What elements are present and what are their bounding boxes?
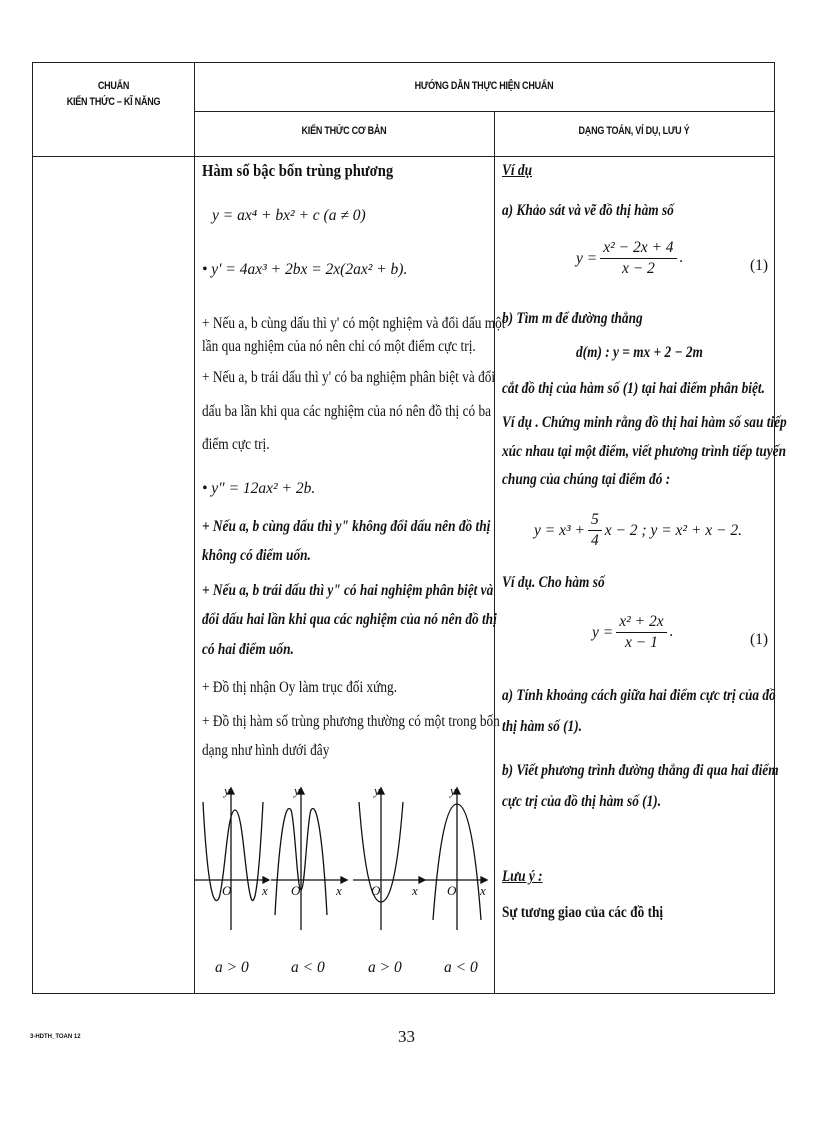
eq1-numerator: x² − 2x + 4 <box>600 238 676 259</box>
dt-equation-1: y = $\frac{\text{x² − 2x + 4}}{x - 2}$ . <box>576 239 684 277</box>
kt-para1-line1: + Nếu a, b cùng dấu thì y' có một nghiệm và đổi dấu một <box>202 315 506 332</box>
kt-para3-line1: + Nếu a, b cùng dấu thì y" không đổi dấu nên đồ thị <box>202 518 491 535</box>
kt-para1-line2: lần qua nghiệm của nó nên chỉ có một điểm cực trị. <box>202 338 476 355</box>
dt-question-a-line1: a) Tính khoảng cách giữa hai điểm cực trị của đồ <box>502 687 776 704</box>
kt-para6-line1: + Đồ thị hàm số trùng phương thường có một trong bốn <box>202 713 500 730</box>
header-bottom-line <box>33 156 774 157</box>
graph-3-axes <box>353 788 425 930</box>
kt-para6-line2: dạng như hình dưới đây <box>202 742 330 759</box>
dt-note-text: Sự tương giao của các đồ thị <box>502 904 664 921</box>
header-col1-line1: CHUẨN <box>97 80 130 92</box>
eq2-numerator: 5 <box>588 510 602 531</box>
eq3-tag: (1) <box>750 631 769 648</box>
page-number: 33 <box>398 1027 415 1046</box>
dt-intersection-text: cắt đồ thị của hàm số (1) tại hai điểm phân biệt. <box>502 380 765 397</box>
kt-derivative-2: • y" = 12ax² + 2b. <box>202 480 316 497</box>
eq2-part-b: x − 2 ; y = x² + x − 2. <box>604 522 742 539</box>
footer-code: 3-HDTH_TOAN 12 <box>30 1034 81 1040</box>
kt-para4-line3: có hai điểm uốn. <box>202 641 294 658</box>
eq3-numerator: x² + 2x <box>616 612 666 633</box>
kt-para2-line2: dấu ba lần khi qua các nghiệm của nó nên đồ thị có ba <box>202 403 492 420</box>
eq1-lhs: y = <box>576 250 598 267</box>
graph-3-y-label: y <box>374 783 380 798</box>
graph-4-caption: a < 0 <box>444 959 478 976</box>
header-mid-line <box>194 111 774 112</box>
dt-example2-line1: Ví dụ . Chứng minh rằng đồ thị hai hàm số sau tiếp <box>502 414 787 431</box>
eq2-denominator: 4 <box>590 532 599 549</box>
graph-1-origin: O <box>222 883 232 898</box>
graph-2-x-label: x <box>336 883 342 898</box>
graph-1-x-label: x <box>262 883 268 898</box>
kt-heading: Hàm số bậc bốn trùng phương <box>202 161 394 180</box>
graph-1-curve <box>203 802 263 901</box>
dt-line-equation: d(m) : y = mx + 2 − 2m <box>576 344 703 361</box>
graph-4-x-label: x <box>480 883 486 898</box>
eq2-part-a: y = x³ + <box>534 522 585 539</box>
col-divider-2 <box>494 111 495 993</box>
eq1-denominator: x − 2 <box>621 260 655 277</box>
kt-formula-quartic: y = ax⁴ + bx² + c (a ≠ 0) <box>212 207 366 224</box>
dt-example2-line3: chung của chúng tại điểm đó : <box>502 471 671 488</box>
kt-para4-line2: đổi dấu hai lần khi qua các nghiệm của nó nên đồ thị <box>202 611 497 628</box>
header-span-title: HƯỚNG DẪN THỰC HIỆN CHUẨN <box>414 80 554 92</box>
kt-para2-line3: điểm cực trị. <box>202 436 270 453</box>
dt-example3: Ví dụ. Cho hàm số <box>502 574 605 591</box>
eq3-lhs: y = <box>592 624 614 641</box>
header-col2-title: KIẾN THỨC CƠ BẢN <box>301 125 387 137</box>
dt-equation-2 <box>534 510 742 551</box>
kt-derivative-1: • y' = 4ax³ + 2bx = 2x(2ax² + b). <box>202 261 408 278</box>
dt-note-label: Lưu ý : <box>502 868 543 885</box>
eq3-denominator: x − 1 <box>624 634 658 651</box>
dt-example-label: Ví dụ <box>502 162 533 179</box>
dt-example2-line2: xúc nhau tại một điểm, viết phương trình tiếp tuyến <box>502 443 787 460</box>
header-col1-line2: KIẾN THỨC – KĨ NĂNG <box>66 96 161 108</box>
kt-para5: + Đồ thị nhận Oy làm trục đối xứng. <box>202 679 398 696</box>
graph-2-origin: O <box>291 883 301 898</box>
header-col3-title: DẠNG TOÁN, VÍ DỤ, LƯU Ý <box>578 125 690 137</box>
graph-3-caption: a > 0 <box>368 959 402 976</box>
kt-para3-line2: không có điểm uốn. <box>202 547 311 564</box>
dt-part-a: a) Khảo sát và vẽ đồ thị hàm số <box>502 202 674 219</box>
kt-para4-line1: + Nếu a, b trái dấu thì y" có hai nghiệm phân biệt và <box>202 582 494 599</box>
dt-part-b: b) Tìm m để đường thẳng <box>502 310 643 327</box>
graph-4-y-label: y <box>450 783 456 798</box>
graph-2-caption: a < 0 <box>291 959 325 976</box>
dt-equation-3: y = $\frac{\text{x² + 2x}}{x - 1}$ . <box>592 613 674 651</box>
dt-question-a-line2: thị hàm số (1). <box>502 718 582 735</box>
graph-4-origin: O <box>447 883 457 898</box>
graph-1-y-label: y <box>224 783 230 798</box>
dt-question-b-line2: cực trị của đồ thị hàm số (1). <box>502 793 662 810</box>
kt-para2-line1: + Nếu a, b trái dấu thì y' có ba nghiệm phân biệt và đổi <box>202 369 496 386</box>
graph-1-axes <box>195 788 269 930</box>
graph-3-origin: O <box>371 883 381 898</box>
graph-4-axes <box>423 788 487 930</box>
graph-2-y-label: y <box>294 783 300 798</box>
graph-1-caption: a > 0 <box>215 959 249 976</box>
dt-question-b-line1: b) Viết phương trình đường thẳng đi qua hai điểm <box>502 762 779 779</box>
eq1-tag: (1) <box>750 257 769 274</box>
graph-3-x-label: x <box>412 883 418 898</box>
graph-2-axes <box>271 788 347 930</box>
